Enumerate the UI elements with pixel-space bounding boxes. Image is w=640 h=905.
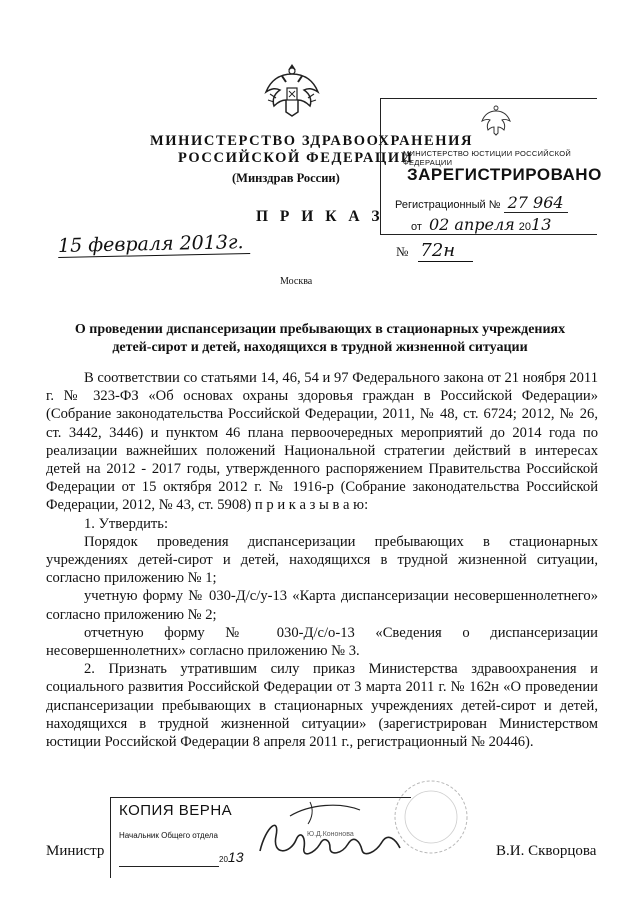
registration-number-label: Регистрационный № xyxy=(395,199,501,211)
city: Москва xyxy=(280,276,313,287)
order-number xyxy=(396,240,473,261)
copy-stamp-year-value: 13 xyxy=(227,849,244,865)
paragraph-preamble: В соответствии со статьями 14, 46, 54 и 97 Федерального закона от 21 ноября 2011 г. № 323-ФЗ «Об основах охраны здоровья граждан в Российской Федерации» (Собрание законодательства Российской Федерации, 2011, № 48, ст. 6724; 2012, № 26, ст. 3442, 3446) и пунктом 46 плана первоочередных мероприятий до 2014 года по реализации важнейших положений Национальной стратегии действий в интересах детей на 2012 - 2017 годы, утвержденного распоряжением Правительства Российской Федерации от 15 октября 2012 г. № 1916-р (Собрание законодательства Российской Федерации, 2012, № 43, ст. 5908) п р и к а з ы в а ю: xyxy=(46,370,598,514)
registration-emblem-icon xyxy=(479,103,513,137)
copy-stamp-year-prefix: 20 xyxy=(219,855,228,864)
registration-number-value: 27 964 xyxy=(504,193,568,213)
copy-stamp-date-handwritten xyxy=(119,848,219,867)
registration-year-prefix: 20 xyxy=(518,221,532,233)
paragraph-procedure: Порядок проведения диспансеризации пребывающих в стационарных учреждениях детей-сирот и детей, находящихся в трудной жизненной ситуации, согласно приложению № 1; xyxy=(46,533,598,587)
document-heading xyxy=(40,321,600,357)
document-heading-line2: детей-сирот и детей, находящихся в трудной жизненной ситуации xyxy=(112,340,528,355)
document-heading-line1: О проведении диспансеризации пребывающих в стационарных учреждениях xyxy=(74,322,566,337)
ministry-short-name: (Минздрав России) xyxy=(232,171,340,185)
ministry-name-line1: МИНИСТЕРСТВО ЗДРАВООХРАНЕНИЯ xyxy=(150,133,474,149)
registration-title: ЗАРЕГИСТРИРОВАНО xyxy=(407,165,602,184)
order-date: 15 февраля 2013г. xyxy=(58,231,250,258)
registration-ministry: МИНИСТЕРСТВО ЮСТИЦИИ РОССИЙСКОЙ ФЕДЕРАЦИИ xyxy=(403,149,572,167)
document-body xyxy=(46,369,598,751)
paragraph-account-form: учетную форму № 030-Д/с/у-13 «Карта диспансеризации несовершеннолетнего» согласно приложению № 2; xyxy=(46,588,598,623)
registration-stamp xyxy=(380,98,602,235)
order-number-label: № xyxy=(396,244,409,259)
signature-icon xyxy=(250,796,420,876)
document-type: П Р И К А З xyxy=(256,208,384,225)
registration-date-label: от xyxy=(411,221,422,233)
registration-year-value: 13 xyxy=(531,215,552,234)
order-number-value: 72н xyxy=(418,240,473,262)
registration-number-line xyxy=(395,193,568,212)
copy-stamp-role: Начальник Общего отдела xyxy=(119,831,218,840)
paragraph-repeal: 2. Признать утратившим силу приказ Министерства здравоохранения и социального развития Российской Федерации от 3 марта 2011 г. № 162н «О проведении диспансеризации пребывающих в стационарных учреждениях детей-сирот и детей, находящихся в трудной жизненной ситуации» (зарегистрирован Министерством юстиции Российской Федерации 8 апреля 2011 г., регистрационный № 20446). xyxy=(46,661,598,751)
registration-date-line xyxy=(411,215,551,234)
signatory-title: Министр xyxy=(46,843,105,859)
copy-stamp-name: Ю.Д.Кононова xyxy=(307,831,354,838)
ministry-name-line2: РОССИЙСКОЙ ФЕДЕРАЦИИ xyxy=(178,150,414,166)
copy-stamp-date xyxy=(119,848,243,867)
paragraph-report-form: отчетную форму № 030-Д/с/о-13 «Сведения о диспансеризации несовершеннолетних» согласно приложению № 3. xyxy=(46,624,598,660)
paragraph-approve: 1. Утвердить: xyxy=(84,515,169,532)
coat-of-arms-emblem xyxy=(260,58,324,122)
copy-stamp-title: КОПИЯ ВЕРНА xyxy=(119,802,233,819)
signatory-name: В.И. Скворцова xyxy=(496,843,597,859)
registration-date-value: 02 апреля xyxy=(425,215,519,235)
